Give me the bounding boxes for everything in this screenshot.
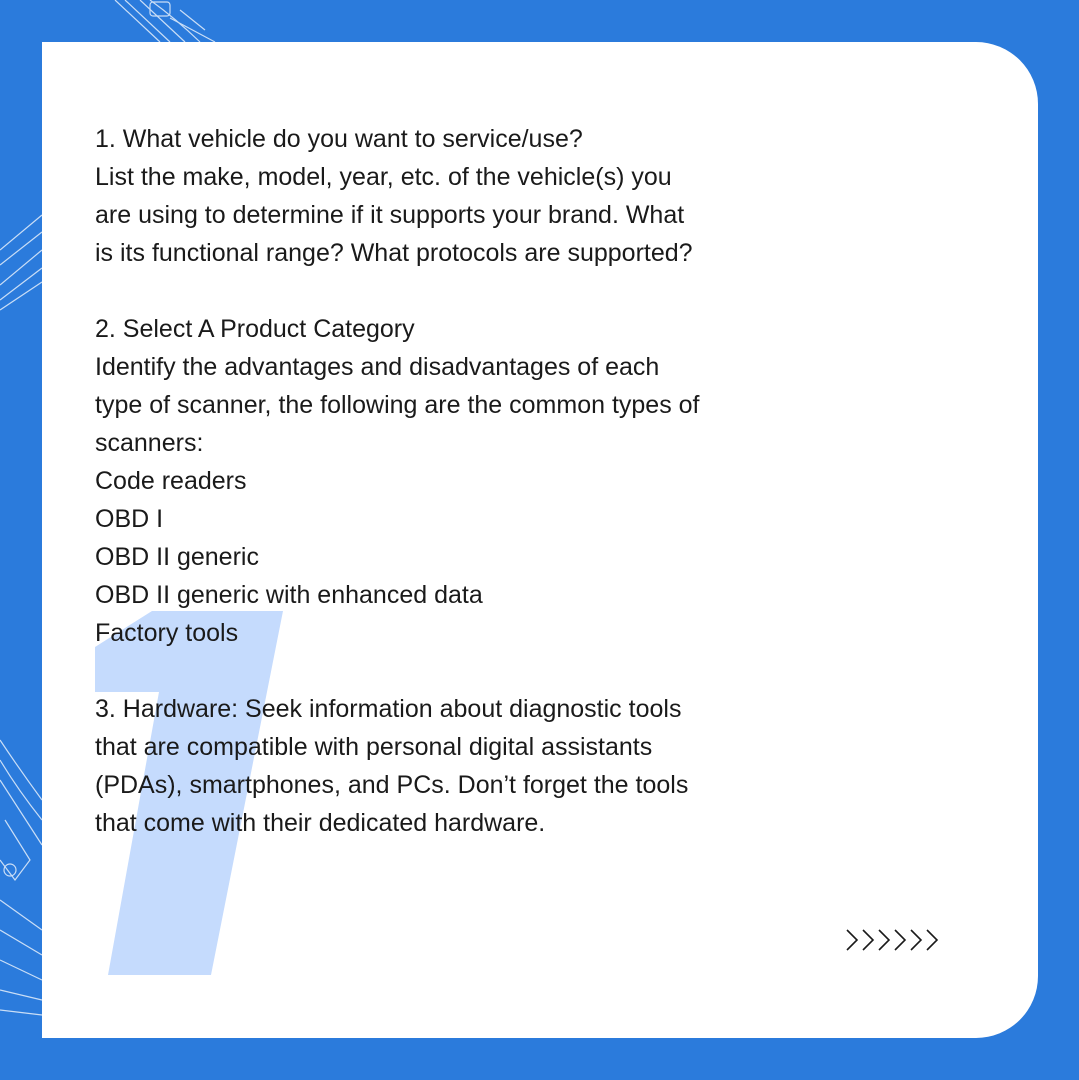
scanner-type-item: Code readers <box>95 467 247 495</box>
chevron-right-sequence-icon <box>845 928 941 952</box>
section3-line: that are compatible with personal digital assistants <box>95 733 653 761</box>
content-card <box>42 42 1038 1038</box>
section2-line: Identify the advantages and disadvantages of each <box>95 353 660 381</box>
scanner-type-item: Factory tools <box>95 619 239 647</box>
section2-line: type of scanner, the following are the common types of <box>95 391 700 419</box>
section1-heading: 1. What vehicle do you want to service/use? <box>95 125 583 153</box>
section3-line: that come with their dedicated hardware. <box>95 809 546 837</box>
section3-line: (PDAs), smartphones, and PCs. Don’t forget the tools <box>95 771 689 799</box>
body-text <box>95 120 855 842</box>
section1-line: are using to determine if it supports your brand. What <box>95 201 685 229</box>
section1-line: List the make, model, year, etc. of the vehicle(s) you <box>95 163 672 191</box>
section2-line: scanners: <box>95 429 204 457</box>
paragraph-gap <box>95 272 855 310</box>
scanner-type-item: OBD II generic <box>95 543 259 571</box>
scanner-type-item: OBD I <box>95 505 164 533</box>
section3-line: 3. Hardware: Seek information about diagnostic tools <box>95 695 682 723</box>
section1-line: is its functional range? What protocols are supported? <box>95 239 693 267</box>
section2-heading: 2. Select A Product Category <box>95 315 415 343</box>
scanner-type-item: OBD II generic with enhanced data <box>95 581 483 609</box>
paragraph-gap <box>95 652 855 690</box>
